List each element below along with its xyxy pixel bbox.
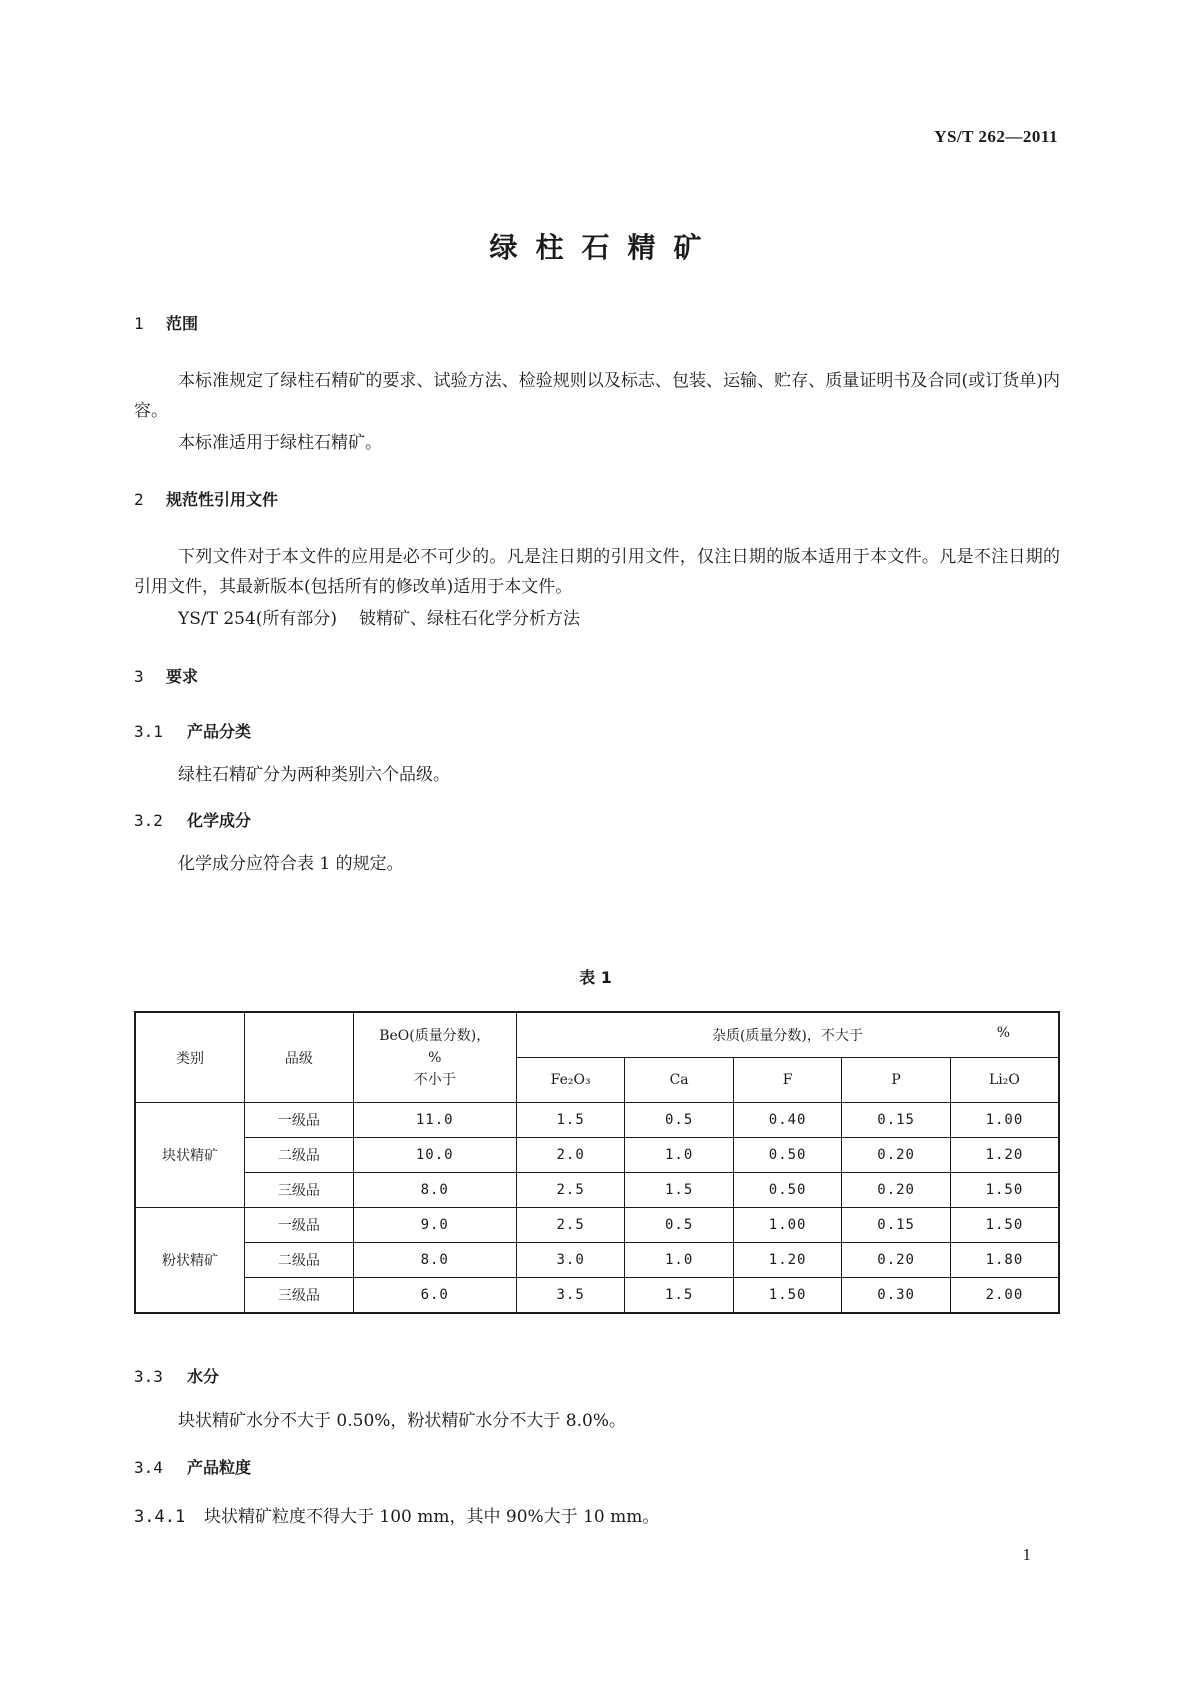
scope-paragraph-1: 本标准规定了绿柱石精矿的要求、试验方法、检验规则以及标志、包装、运输、贮存、质量证明书及合同(或订货单)内容。 xyxy=(134,371,1060,421)
header-ca: Ca xyxy=(625,1058,734,1103)
composition-paragraph: 化学成分应符合表 1 的规定。 xyxy=(178,854,404,874)
section-3-4-1 xyxy=(134,1502,659,1527)
header-fe2o3: Fe₂O₃ xyxy=(516,1058,625,1103)
header-beo-line1: BeO(质量分数)， xyxy=(379,1027,491,1044)
section-3-3-heading xyxy=(134,1364,219,1387)
grade-cell: 一级品 xyxy=(245,1208,354,1243)
standard-number: YS/T 262—2011 xyxy=(934,127,1058,146)
category-cell: 块状精矿 xyxy=(135,1103,245,1208)
header-impurity-label: 杂质(质量分数)，不大于 xyxy=(711,1028,863,1044)
section-title: 要求 xyxy=(166,667,199,686)
header-grade: 品级 xyxy=(245,1012,354,1103)
beo-cell: 8.0 xyxy=(353,1173,516,1208)
li2o-cell: 2.00 xyxy=(950,1278,1059,1314)
section-title: 水分 xyxy=(187,1367,220,1386)
classification-paragraph: 绿柱石精矿分为两种类别六个品级。 xyxy=(178,765,450,785)
table-row xyxy=(135,1138,1059,1173)
table-caption: 表 1 xyxy=(579,968,612,987)
granularity-text: 块状精矿粒度不得大于 100 mm，其中 90%大于 10 mm。 xyxy=(204,1507,660,1527)
section-2-heading xyxy=(134,487,278,510)
section-title: 规范性引用文件 xyxy=(166,490,279,509)
section-number: 3 xyxy=(134,667,144,686)
p-cell: 0.30 xyxy=(842,1278,951,1314)
p-cell: 0.20 xyxy=(842,1173,951,1208)
beo-cell: 9.0 xyxy=(353,1208,516,1243)
grade-cell: 一级品 xyxy=(245,1103,354,1138)
table-row xyxy=(135,1278,1059,1314)
chemical-composition-table xyxy=(134,1011,1060,1314)
section-number: 1 xyxy=(134,314,144,333)
section-title: 化学成分 xyxy=(187,811,252,830)
scope-paragraph-2: 本标准适用于绿柱石精矿。 xyxy=(178,433,382,453)
section-1-heading xyxy=(134,311,198,334)
section-number: 3.2 xyxy=(134,811,163,830)
section-number: 2 xyxy=(134,490,144,509)
table-row xyxy=(135,1243,1059,1278)
ca-cell: 1.5 xyxy=(625,1173,734,1208)
p-cell: 0.15 xyxy=(842,1208,951,1243)
section-number: 3.4.1 xyxy=(134,1507,186,1527)
f-cell: 1.00 xyxy=(733,1208,842,1243)
grade-cell: 三级品 xyxy=(245,1173,354,1208)
reference-entry xyxy=(178,604,580,629)
section-number: 3.1 xyxy=(134,722,163,741)
beo-cell: 11.0 xyxy=(353,1103,516,1138)
section-3-heading xyxy=(134,664,198,687)
reference-title: 铍精矿、绿柱石化学分析方法 xyxy=(359,609,581,629)
category-cell: 粉状精矿 xyxy=(135,1208,245,1314)
f-cell: 1.50 xyxy=(733,1278,842,1314)
ca-cell: 1.5 xyxy=(625,1278,734,1314)
header-f: F xyxy=(733,1058,842,1103)
f-cell: 0.50 xyxy=(733,1173,842,1208)
ca-cell: 0.5 xyxy=(625,1208,734,1243)
fe2o3-cell: 3.5 xyxy=(516,1278,625,1314)
section-number: 3.3 xyxy=(134,1367,163,1386)
li2o-cell: 1.00 xyxy=(950,1103,1059,1138)
li2o-cell: 1.20 xyxy=(950,1138,1059,1173)
table-row xyxy=(135,1208,1059,1243)
header-beo-line3: 不小于 xyxy=(413,1071,456,1088)
table-row xyxy=(135,1173,1059,1208)
table-row xyxy=(135,1103,1059,1138)
header-li2o: Li₂O xyxy=(950,1058,1059,1103)
p-cell: 0.15 xyxy=(842,1103,951,1138)
fe2o3-cell: 2.5 xyxy=(516,1173,625,1208)
header-impurity xyxy=(516,1012,1059,1058)
f-cell: 0.40 xyxy=(733,1103,842,1138)
section-3-2-heading xyxy=(134,808,251,831)
section-title: 产品粒度 xyxy=(187,1458,252,1477)
li2o-cell: 1.50 xyxy=(950,1173,1059,1208)
ca-cell: 1.0 xyxy=(625,1243,734,1278)
grade-cell: 二级品 xyxy=(245,1243,354,1278)
f-cell: 1.20 xyxy=(733,1243,842,1278)
beo-cell: 10.0 xyxy=(353,1138,516,1173)
section-title: 产品分类 xyxy=(187,722,252,741)
fe2o3-cell: 1.5 xyxy=(516,1103,625,1138)
beo-cell: 8.0 xyxy=(353,1243,516,1278)
fe2o3-cell: 2.0 xyxy=(516,1138,625,1173)
ca-cell: 1.0 xyxy=(625,1138,734,1173)
header-category: 类别 xyxy=(135,1012,245,1103)
reference-code: YS/T 254(所有部分) xyxy=(178,609,338,629)
fe2o3-cell: 2.5 xyxy=(516,1208,625,1243)
section-3-4-heading xyxy=(134,1455,251,1478)
grade-cell: 三级品 xyxy=(245,1278,354,1314)
header-p: P xyxy=(842,1058,951,1103)
p-cell: 0.20 xyxy=(842,1138,951,1173)
header-beo xyxy=(353,1012,516,1103)
page-number: 1 xyxy=(1022,1545,1031,1564)
section-3-1-heading xyxy=(134,719,251,742)
document-title: 绿柱石精矿 xyxy=(489,231,720,264)
references-paragraph: 下列文件对于本文件的应用是必不可少的。凡是注日期的引用文件，仅注日期的版本适用于本文件。凡是不注日期的引用文件，其最新版本(包括所有的修改单)适用于本文件。 xyxy=(134,547,1060,597)
header-impurity-unit: % xyxy=(996,1025,1010,1041)
beo-cell: 6.0 xyxy=(353,1278,516,1314)
grade-cell: 二级品 xyxy=(245,1138,354,1173)
moisture-paragraph: 块状精矿水分不大于 0.50%，粉状精矿水分不大于 8.0%。 xyxy=(178,1411,627,1431)
f-cell: 0.50 xyxy=(733,1138,842,1173)
header-beo-unit: % xyxy=(428,1049,442,1066)
fe2o3-cell: 3.0 xyxy=(516,1243,625,1278)
p-cell: 0.20 xyxy=(842,1243,951,1278)
ca-cell: 0.5 xyxy=(625,1103,734,1138)
li2o-cell: 1.50 xyxy=(950,1208,1059,1243)
section-title: 范围 xyxy=(166,314,199,333)
li2o-cell: 1.80 xyxy=(950,1243,1059,1278)
section-number: 3.4 xyxy=(134,1458,163,1477)
